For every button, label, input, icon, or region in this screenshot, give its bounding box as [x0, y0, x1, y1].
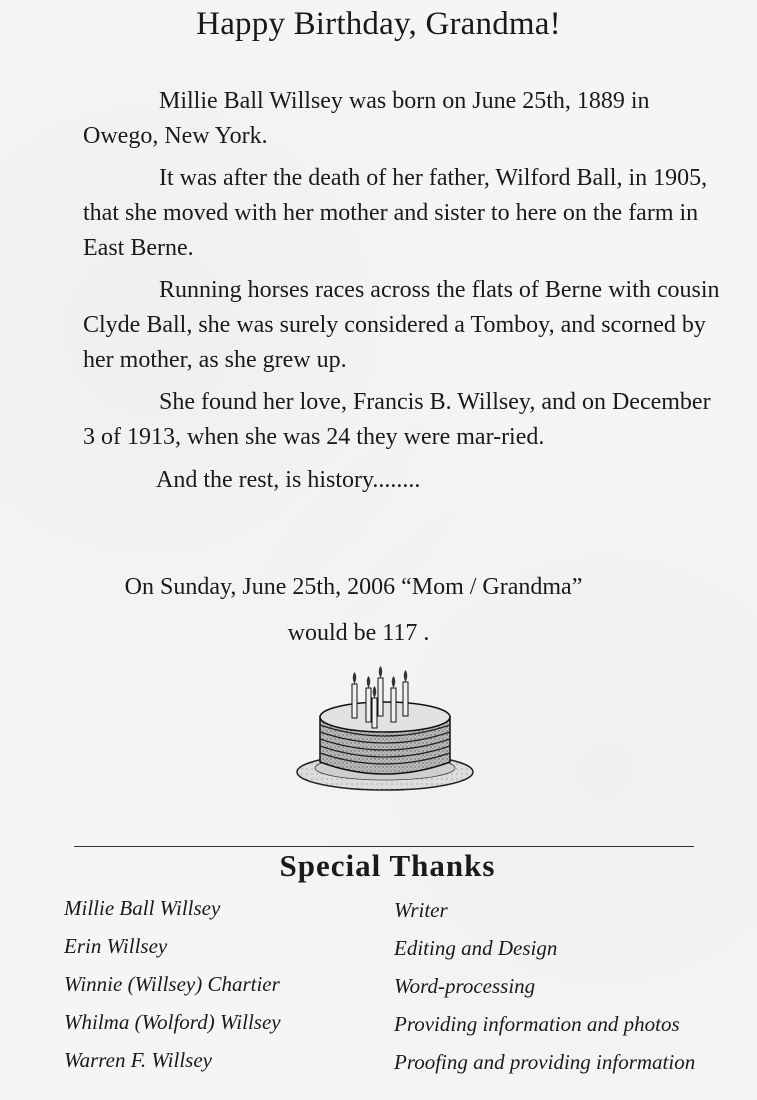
- story-paragraph: It was after the death of her father, Wilford Ball, in 1905, that she moved with her mother and sister to here on the farm in East Berne.: [83, 165, 708, 261]
- birthday-announcement: On Sunday, June 25th, 2006 “Mom / Grandma”: [124, 574, 583, 600]
- story-paragraph: Millie Ball Willsey was born on June 25th, 1889 in Owego, New York.: [83, 88, 650, 149]
- story-paragraph: Running horses races across the flats of Berne with cousin Clyde Ball, she was surely considered a Tomboy, and scorned by her mother, as she grew up.: [83, 277, 720, 373]
- credit-row: [64, 934, 704, 972]
- birthday-cake-icon: [290, 662, 480, 802]
- credit-name: Millie Ball Willsey: [64, 896, 221, 920]
- credits-list: [64, 896, 704, 1086]
- credit-role: Word-processing: [394, 974, 536, 998]
- credit-role: Providing information and photos: [394, 1012, 680, 1036]
- birthday-age: would be 117 .: [287, 620, 430, 646]
- story-closing: And the rest, is history........: [156, 467, 421, 493]
- credit-name: Whilma (Wolford) Willsey: [64, 1010, 281, 1034]
- credit-name: Warren F. Willsey: [64, 1048, 212, 1072]
- story-body: [83, 84, 723, 505]
- page-title: Happy Birthday, Grandma!: [196, 6, 561, 42]
- credit-name: Winnie (Willsey) Chartier: [64, 972, 280, 996]
- credit-row: [64, 972, 704, 1010]
- credit-row: [64, 1048, 704, 1086]
- credit-role: Proofing and providing information: [394, 1050, 696, 1074]
- special-thanks-heading: Special Thanks: [279, 848, 496, 883]
- credit-role: Writer: [394, 898, 448, 922]
- credit-row: [64, 1010, 704, 1048]
- credit-role: Editing and Design: [394, 936, 558, 960]
- story-paragraph: She found her love, Francis B. Willsey, and on December 3 of 1913, when she was 24 they were mar-ried.: [83, 389, 711, 450]
- credit-row: [64, 896, 704, 934]
- credit-name: Erin Willsey: [64, 934, 168, 958]
- section-divider: [74, 846, 694, 847]
